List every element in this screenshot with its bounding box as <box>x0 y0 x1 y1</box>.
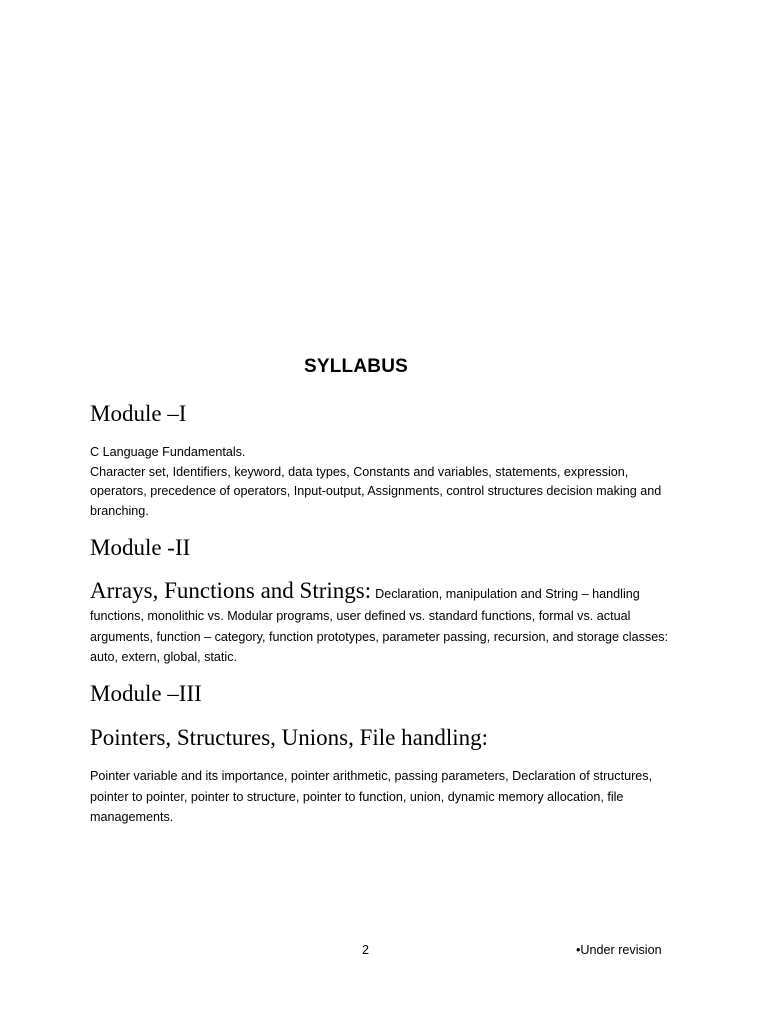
module-3-body: Pointer variable and its importance, pointer arithmetic, passing parameters, Declaration of structures, pointer to pointer, pointer to structure, pointer to function, union, dynamic memory allocation, file managements. <box>90 769 653 824</box>
module-3-heading: Module –III <box>90 681 202 706</box>
module-1-body: Character set, Identifiers, keyword, data types, Constants and variables, statements, expression, operators, precedence of operators, Input-output, Assignments, control structures decision making and branching. <box>90 464 662 518</box>
page-number: 2 <box>362 943 370 957</box>
module-3-topic: Pointers, Structures, Unions, File handling: <box>90 725 489 750</box>
module-2-heading: Module -II <box>90 535 191 560</box>
module-2-topic-line <box>90 577 690 605</box>
module-1-content <box>90 443 680 521</box>
module-2-topic: Arrays, Functions and Strings: <box>90 578 372 603</box>
revision-note: •Under revision <box>576 943 662 957</box>
module-2-body: functions, monolithic vs. Modular programs, user defined vs. standard functions, formal vs. actual arguments, function – category, function prototypes, parameter passing, recursion, and storage classes: auto, extern, global, static. <box>90 609 668 664</box>
module-2-body-lead: Declaration, manipulation and String – handling <box>375 587 640 601</box>
module-1-topic: C Language Fundamentals. <box>90 445 246 459</box>
page-title: SYLLABUS <box>304 356 408 377</box>
module-1-heading: Module –I <box>90 401 187 426</box>
